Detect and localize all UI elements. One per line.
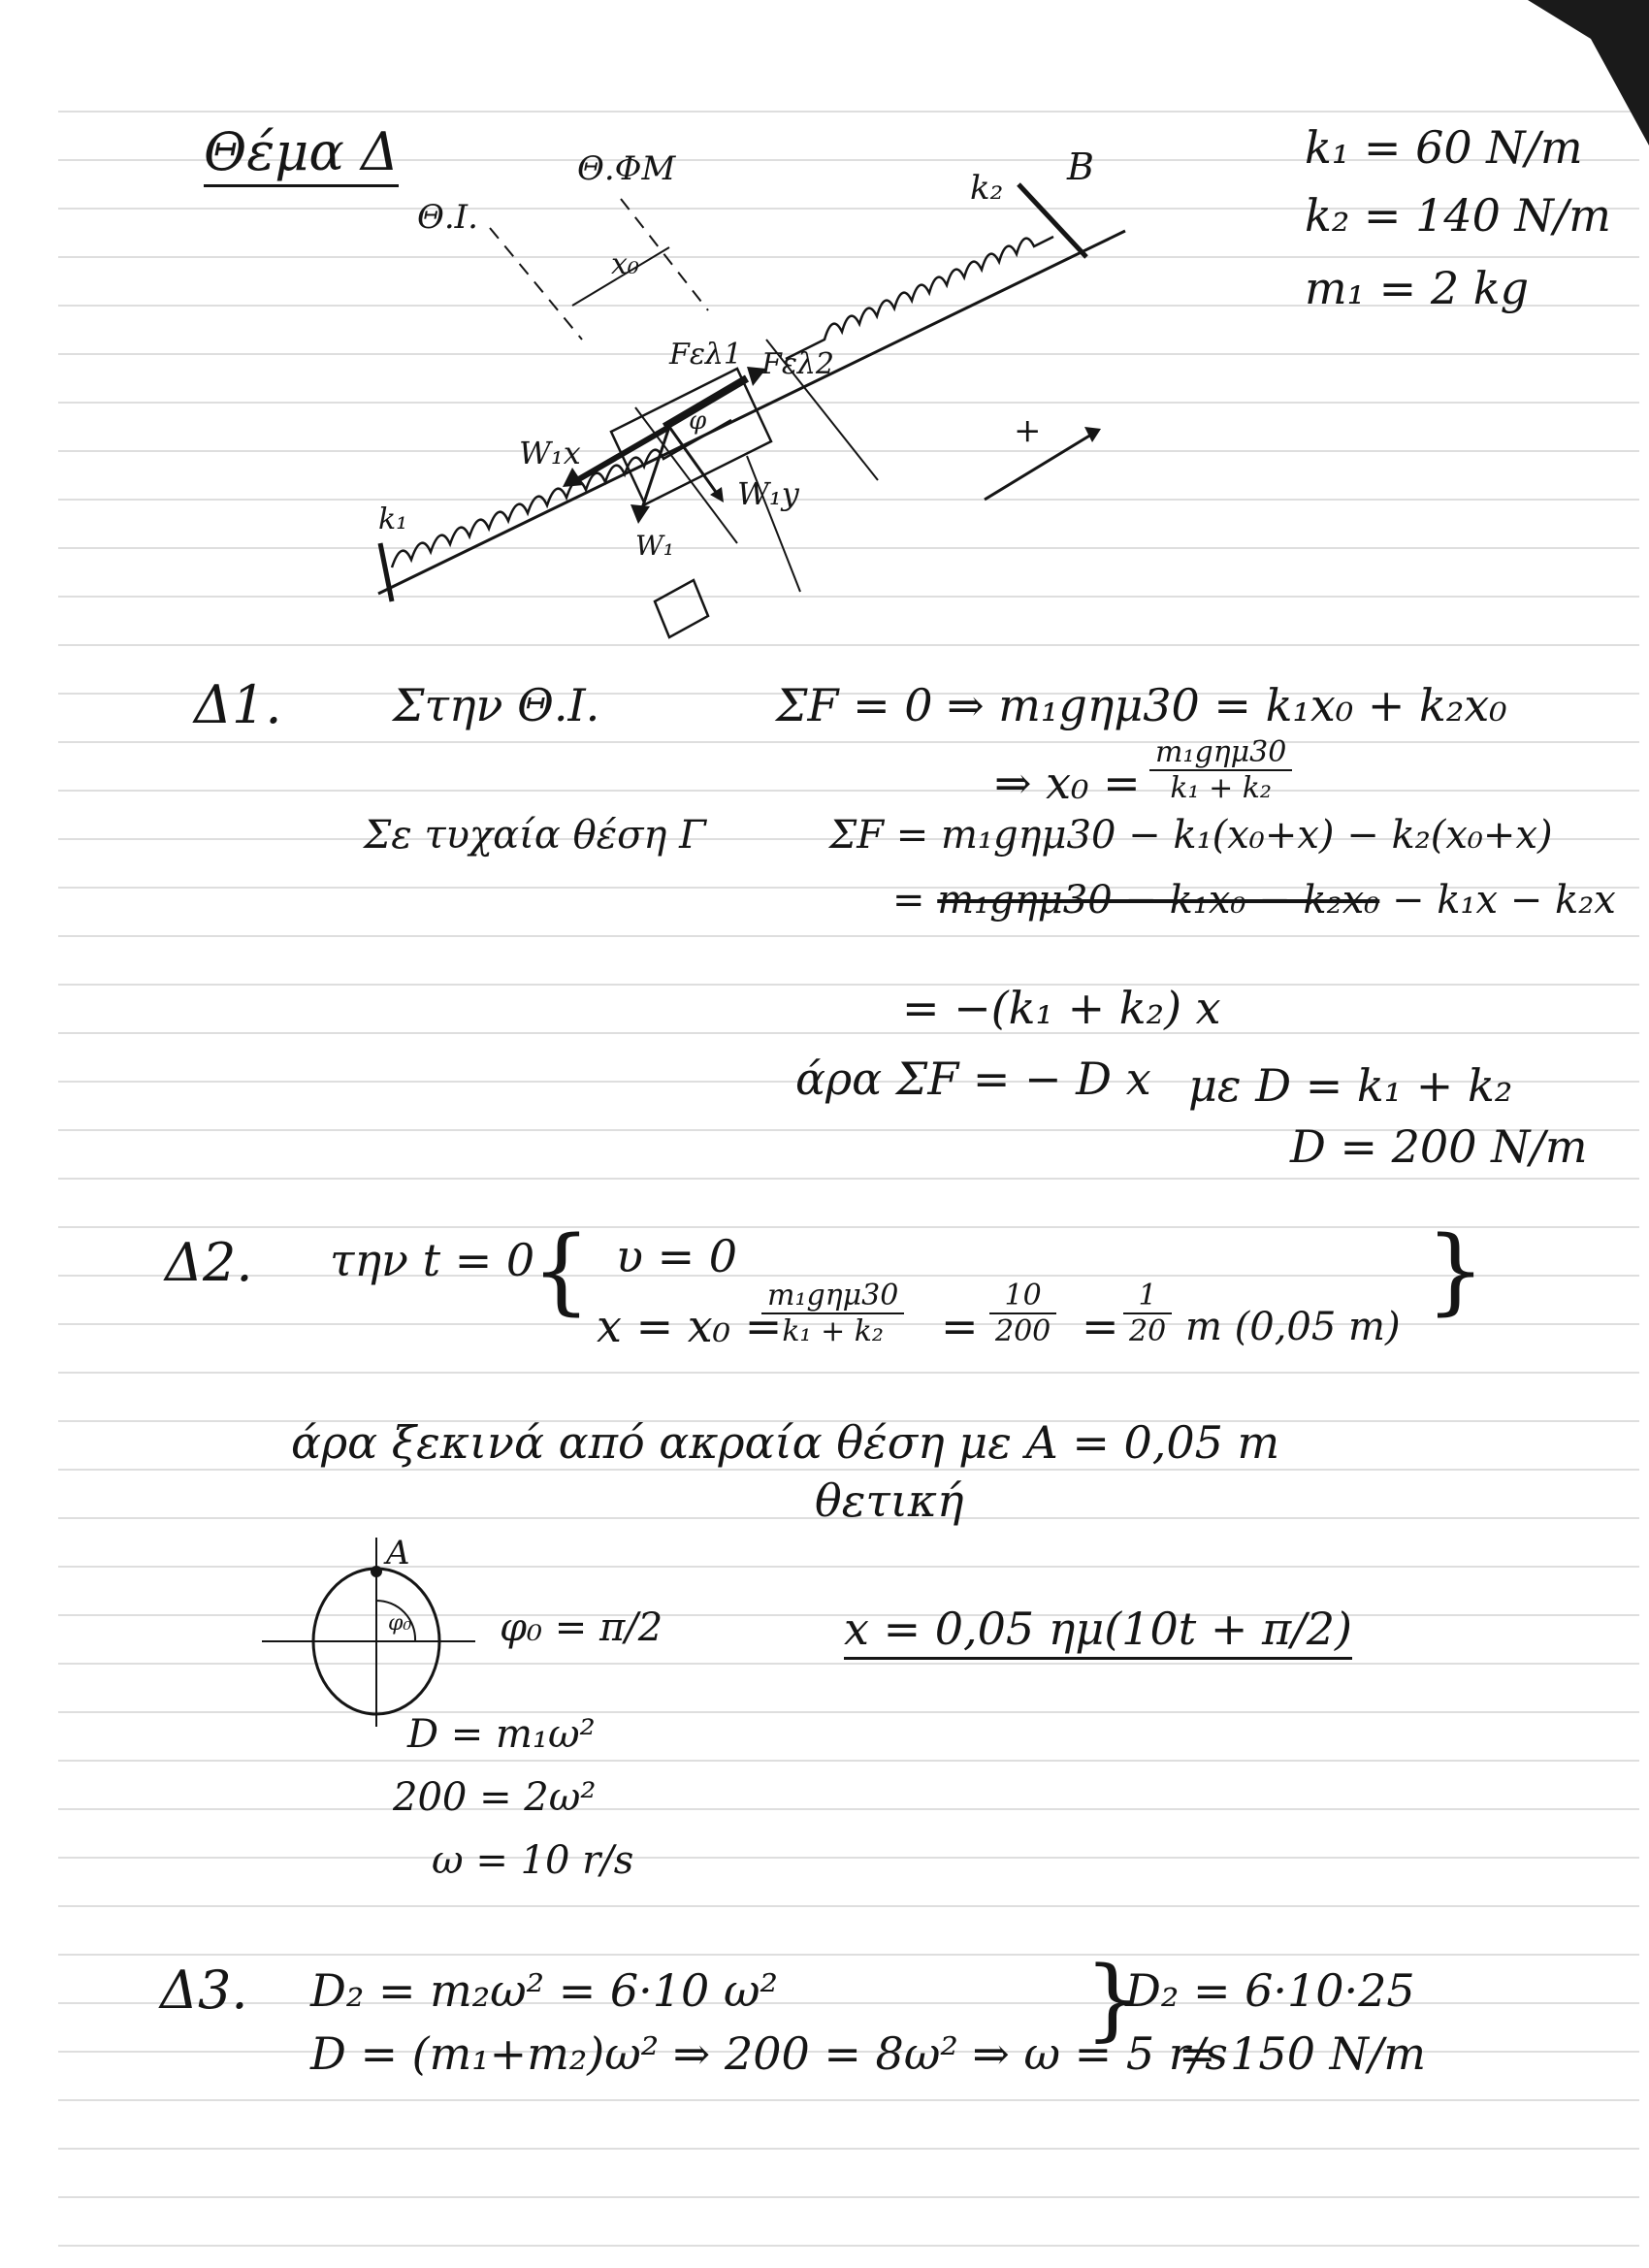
d1-line2-prefix: ⇒ x₀ =	[994, 757, 1141, 809]
d2-equation: x = 0,05 ημ(10t + π/2)	[844, 1603, 1352, 1660]
d2-fraction-1	[761, 1279, 904, 1348]
d2-fraction-3	[1123, 1279, 1172, 1348]
label-phi: φ	[689, 406, 707, 436]
d2-v: υ = 0	[616, 1230, 738, 1282]
page-title: Θέμα Δ	[204, 121, 399, 187]
circle-label-phi: φ₀	[388, 1611, 412, 1636]
incline-diagram	[0, 0, 1649, 679]
d3-result2: = 150 N/m	[1179, 2027, 1426, 2080]
given-m1: m₁ = 2 kg	[1305, 262, 1530, 314]
label-theta-fm: Θ.ΦΜ	[577, 149, 676, 188]
d1-line1-left: Στην Θ.Ι.	[393, 679, 600, 731]
label-plus: +	[1014, 411, 1042, 450]
positive-direction-arrowhead	[1084, 427, 1101, 442]
d2-f3-den: 20	[1129, 1314, 1167, 1348]
d2-label: Δ2.	[165, 1232, 253, 1293]
label-w1x: W₁x	[519, 435, 581, 471]
d1-line4	[892, 878, 1616, 923]
d2-left-brace: {	[532, 1216, 592, 1325]
d2-calc2: 200 = 2ω²	[393, 1775, 597, 1820]
d1-line6-right: με D = k₁ + k₂	[1188, 1059, 1513, 1112]
d1-line4-struck: m₁gημ30 − k₁x₀ − k₂x₀	[937, 878, 1380, 923]
given-k2: k₂ = 140 N/m	[1305, 189, 1611, 242]
d2-f3-num: 1	[1123, 1279, 1172, 1314]
d1-line4-b: − k₁x − k₂x	[1379, 878, 1616, 923]
given-k1: k₁ = 60 N/m	[1305, 121, 1583, 174]
d1-line5: = −(k₁ + k₂) x	[902, 982, 1221, 1034]
d2-line3: θετική	[815, 1474, 964, 1527]
d1-line3-right: ΣF = m₁gημ30 − k₁(x₀+x) − k₂(x₀+x)	[829, 813, 1553, 858]
d2-x-prefix: x = x₀ =	[597, 1300, 783, 1352]
label-k2: k₂	[970, 169, 1004, 208]
d2-line1-prefix: την t = 0	[330, 1234, 535, 1286]
d3-brace: }	[1084, 1947, 1142, 2051]
force-w1y-arrowhead	[710, 487, 724, 502]
d2-f2-den: 200	[995, 1314, 1051, 1348]
point-A	[371, 1566, 382, 1577]
d2-fraction-2	[989, 1279, 1056, 1348]
d2-calc3: ω = 10 r/s	[432, 1838, 634, 1883]
label-fel2: Fελ2	[761, 347, 835, 381]
label-x0: x₀	[611, 247, 639, 281]
d3-label: Δ3.	[160, 1960, 248, 2021]
label-k1: k₁	[378, 502, 408, 536]
d1-line3-left: Σε τυχαία θέση Γ	[364, 813, 706, 858]
d2-eq-2: =	[1082, 1300, 1119, 1352]
d1-x0-num: m₁gημ30	[1149, 735, 1292, 771]
d2-phase: φ₀ = π/2	[500, 1605, 663, 1650]
d2-x-suffix: m (0,05 m)	[1185, 1305, 1401, 1349]
d3-line1: D₂ = m₂ω² = 6·10 ω²	[310, 1964, 778, 2017]
d3-result1: D₂ = 6·10·25	[1125, 1964, 1415, 2017]
d1-label: Δ1.	[194, 674, 282, 735]
label-w1: W₁	[635, 530, 675, 562]
d3-line2: D = (m₁+m₂)ω² ⇒ 200 = 8ω² ⇒ ω = 5 r/s	[310, 2027, 1228, 2080]
d1-line6-left: άρα ΣF = − D x	[795, 1053, 1151, 1105]
right-wall	[1018, 184, 1086, 257]
d1-x0-fraction	[1149, 735, 1292, 805]
label-fel1: Fελ1	[669, 338, 743, 372]
d2-f1-num: m₁gημ30	[761, 1279, 904, 1314]
d1-line7: D = 200 N/m	[1290, 1120, 1588, 1173]
label-B: B	[1067, 146, 1094, 188]
d2-eq-1: =	[941, 1300, 979, 1352]
axes-box	[655, 580, 708, 637]
d2-calc1: D = m₁ω²	[407, 1712, 596, 1757]
d2-line2: άρα ξεκινά από ακραία θέση με A = 0,05 m	[291, 1416, 1280, 1469]
guide-eq	[490, 228, 582, 340]
d2-right-brace: }	[1426, 1216, 1486, 1325]
spring-k2	[786, 237, 1053, 359]
d2-f1-den: k₁ + k₂	[782, 1314, 884, 1348]
circle-label-A: A	[386, 1534, 410, 1572]
label-theta-i: Θ.Ι.	[417, 198, 478, 237]
label-w1y: W₁y	[737, 475, 799, 512]
force-w1-arrowhead	[630, 504, 650, 524]
d1-line1-right: ΣF = 0 ⇒ m₁gημ30 = k₁x₀ + k₂x₀	[776, 679, 1507, 731]
d2-f2-num: 10	[989, 1279, 1056, 1314]
d1-line4-a: =	[892, 878, 938, 923]
d1-x0-den: k₁ + k₂	[1170, 771, 1272, 805]
